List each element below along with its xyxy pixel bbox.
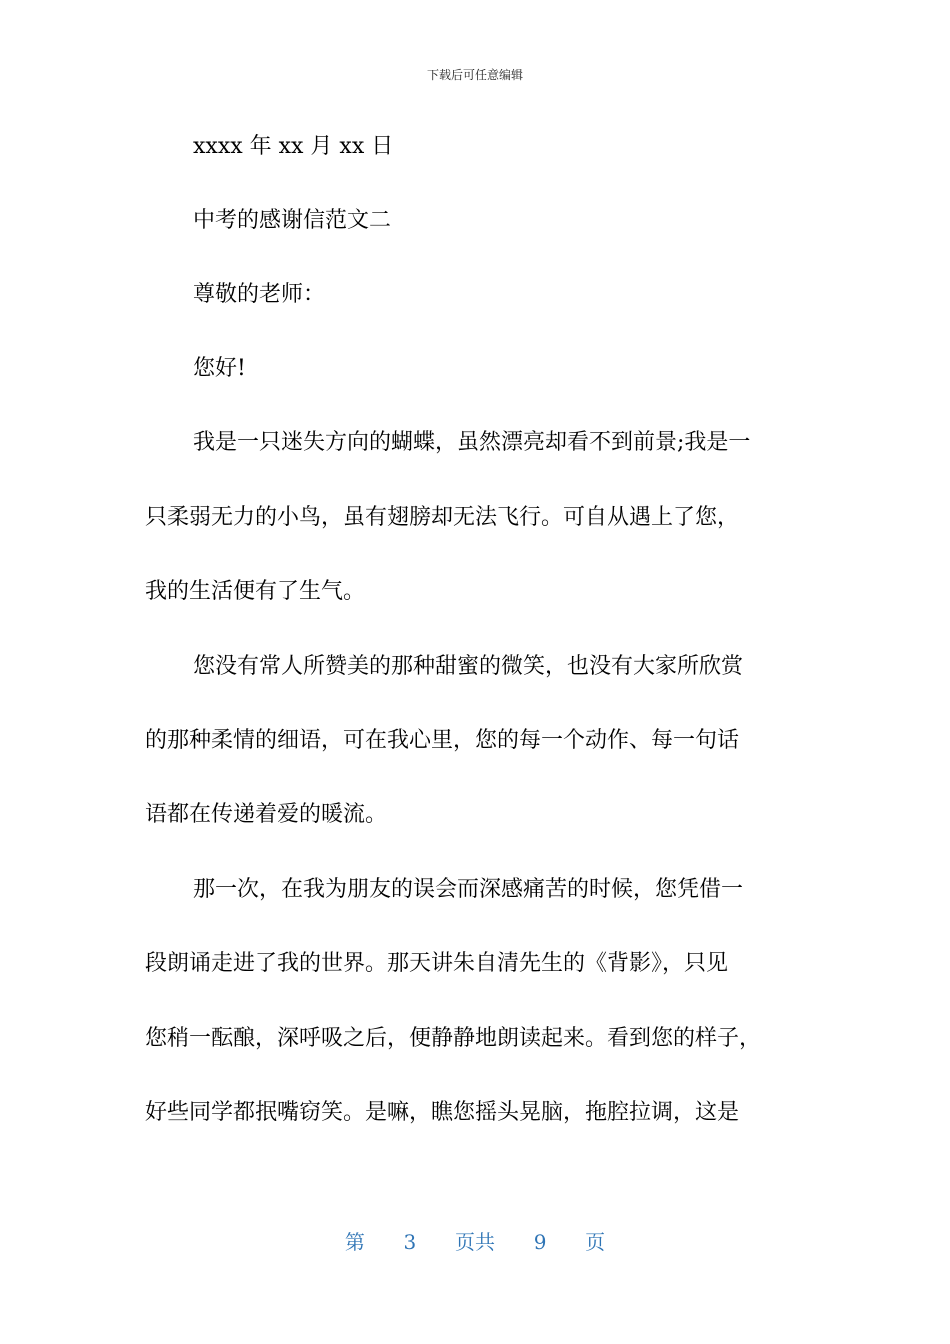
date-line: xxxx 年 xx 月 xx 日 xyxy=(193,134,394,159)
paragraph-line: 好些同学都抿嘴窃笑。是嘛，瞧您摇头晃脑，拖腔拉调，这是 xyxy=(145,1100,740,1125)
paragraph-line: 只柔弱无力的小鸟，虽有翅膀却无法飞行。可自从遇上了您， xyxy=(145,505,740,530)
paragraph-line: 我的生活便有了生气。 xyxy=(145,579,366,604)
footer-middle: 页共 xyxy=(455,1230,495,1254)
footer-prefix: 第 xyxy=(344,1230,365,1254)
salutation: 尊敬的老师： xyxy=(193,282,326,307)
paragraph-line: 段朗诵走进了我的世界。那天讲朱自清先生的《背影》，只见 xyxy=(145,951,729,976)
paragraph-line: 您稍一酝酿，深呼吸之后，便静静地朗读起来。看到您的样子， xyxy=(145,1026,762,1051)
footer-current-page: 3 xyxy=(403,1230,417,1254)
page-footer xyxy=(0,1226,950,1255)
greeting: 您好! xyxy=(193,356,246,381)
letter-title: 中考的感谢信范文二 xyxy=(193,208,392,233)
paragraph-line: 那一次，在我为朋友的误会而深感痛苦的时候，您凭借一 xyxy=(193,877,744,902)
footer-total-pages: 9 xyxy=(533,1230,547,1254)
paragraph-line: 语都在传递着爱的暖流。 xyxy=(145,802,388,827)
paragraph-line: 我是一只迷失方向的蝴蝶，虽然漂亮却看不到前景;我是一 xyxy=(193,430,751,455)
footer-suffix: 页 xyxy=(585,1230,606,1254)
paragraph-line: 的那种柔情的细语，可在我心里，您的每一个动作、每一句话 xyxy=(145,728,740,753)
page-header-note: 下载后可任意编辑 xyxy=(426,68,523,82)
paragraph-line: 您没有常人所赞美的那种甜蜜的微笑，也没有大家所欣赏 xyxy=(193,654,744,679)
